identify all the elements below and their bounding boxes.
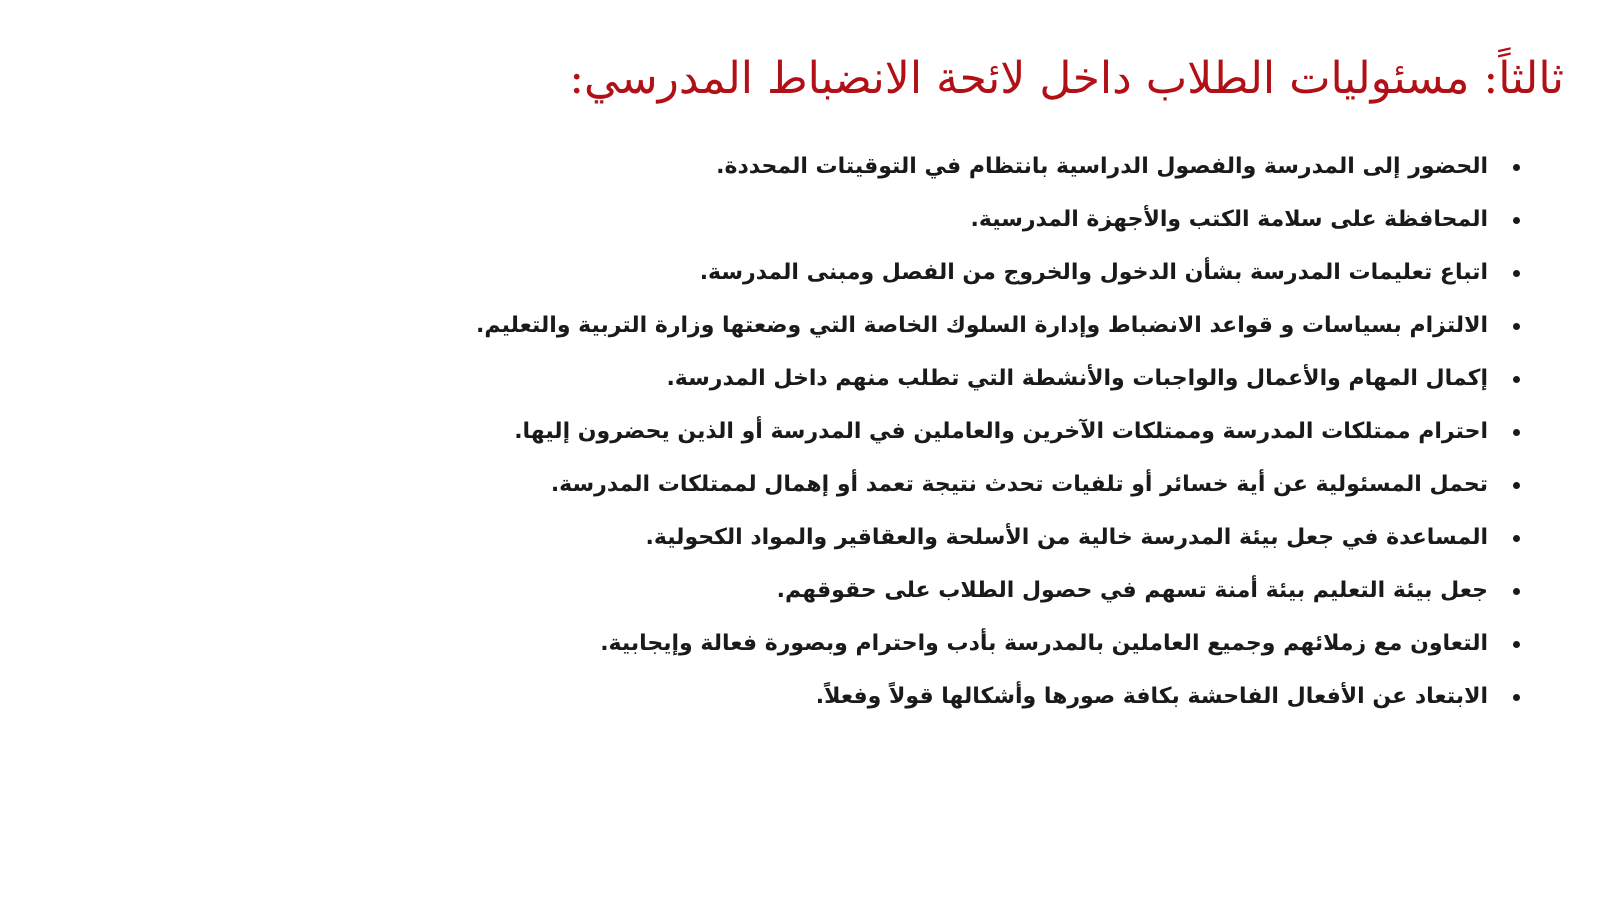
bullet-icon: [1513, 270, 1520, 277]
list-item-text: الحضور إلى المدرسة والفصول الدراسية بانتظام في التوقيتات المحددة.: [716, 154, 1488, 179]
bullet-icon: [1513, 482, 1520, 489]
list-item-text: الابتعاد عن الأفعال الفاحشة بكافة صورها وأشكالها قولاً وفعلاً.: [815, 684, 1488, 709]
bullet-icon: [1513, 588, 1520, 595]
list-item: [476, 617, 1520, 670]
list-item-text: إكمال المهام والأعمال والواجبات والأنشطة التي تطلب منهم داخل المدرسة.: [666, 366, 1488, 391]
list-item: [476, 352, 1520, 405]
bullet-icon: [1513, 376, 1520, 383]
list-item: [476, 511, 1520, 564]
list-item-text: المساعدة في جعل بيئة المدرسة خالية من الأسلحة والعقاقير والمواد الكحولية.: [645, 525, 1488, 550]
list-item: [476, 564, 1520, 617]
bullet-icon: [1513, 535, 1520, 542]
bullet-icon: [1513, 429, 1520, 436]
list-item-text: اتباع تعليمات المدرسة بشأن الدخول والخروج من الفصل ومبنى المدرسة.: [699, 260, 1488, 285]
list-item-text: المحافظة على سلامة الكتب والأجهزة المدرسية.: [970, 207, 1488, 232]
list-item: [476, 458, 1520, 511]
list-item: [476, 246, 1520, 299]
list-item-text: الالتزام بسياسات و قواعد الانضباط وإدارة السلوك الخاصة التي وضعتها وزارة التربية والتعليم.: [476, 313, 1488, 338]
list-item-text: جعل بيئة التعليم بيئة أمنة تسهم في حصول الطلاب على حقوقهم.: [776, 578, 1488, 603]
list-item-text: تحمل المسئولية عن أية خسائر أو تلفيات تحدث نتيجة تعمد أو إهمال لممتلكات المدرسة.: [550, 472, 1488, 497]
list-item: [476, 299, 1520, 352]
responsibilities-list: [476, 140, 1520, 723]
bullet-icon: [1513, 164, 1520, 171]
bullet-icon: [1513, 694, 1520, 701]
bullet-icon: [1513, 323, 1520, 330]
bullet-icon: [1513, 641, 1520, 648]
slide-title: ثالثاً: مسئوليات الطلاب داخل لائحة الانضباط المدرسي:: [569, 53, 1564, 104]
list-item: [476, 405, 1520, 458]
list-item: [476, 193, 1520, 246]
list-item: [476, 140, 1520, 193]
list-item: [476, 670, 1520, 723]
list-item-text: التعاون مع زملائهم وجميع العاملين بالمدرسة بأدب واحترام وبصورة فعالة وإيجابية.: [600, 631, 1488, 656]
list-item-text: احترام ممتلكات المدرسة وممتلكات الآخرين والعاملين في المدرسة أو الذين يحضرون إليها.: [514, 419, 1488, 444]
bullet-icon: [1513, 217, 1520, 224]
